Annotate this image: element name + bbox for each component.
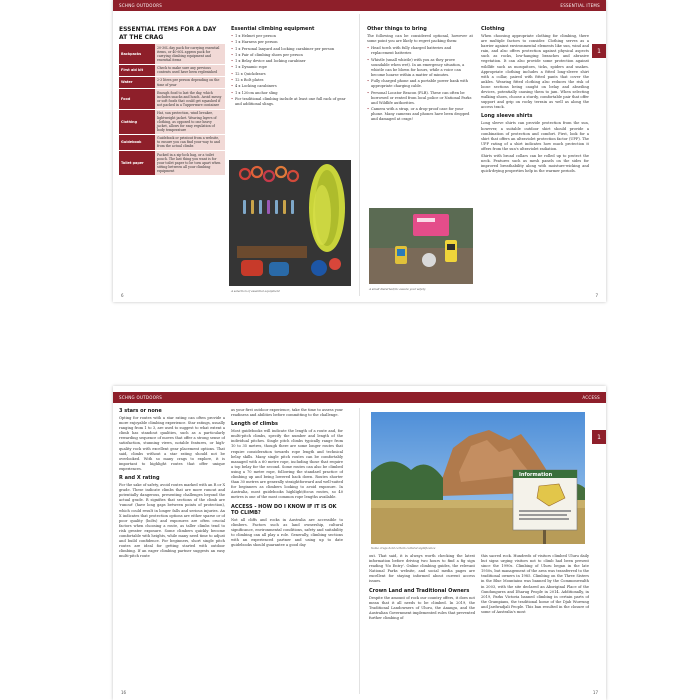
top-page-right: 7 — [595, 293, 598, 298]
crag-item-description: Packed in a zip-lock bag, or a toilet pouch. The last thing you want is for your toilet paper to be torn apart when sitting between all your climbing equipment — [155, 151, 225, 176]
crag-items-table — [119, 44, 225, 176]
equipment-item: • For traditional climbing include at least one full rack of gear and additional slings. — [231, 97, 349, 107]
top-spread — [113, 0, 606, 302]
equipment-photo — [229, 160, 351, 286]
equipment-item: • 1 x Belay device and locking carabiner — [231, 59, 349, 64]
length-title: Length of climbs — [231, 421, 278, 428]
crag-item-row — [119, 151, 225, 176]
top-gutter — [359, 14, 360, 296]
bottom-header-left: SCHNG OUTDOORS — [119, 395, 163, 400]
top-chapter-tab: 1 — [592, 44, 606, 58]
crag-item-description: Check to make sure any previous contents used have been replenished — [155, 64, 225, 76]
long-sleeve-text-1: Long sleeve shirts can provide protection from the sun, however, a suitable outdoor shirt should provide a combination of protection and comfort. First, look for a shirt that offers an ultraviolet protection factor (UPF). The UPF rating of a shirt indicates how much protection it offers from the sun's ultraviolet radiation. — [481, 121, 589, 151]
equipment-item: • 1 x Pair of climbing shoes per person — [231, 53, 349, 58]
other-things-list — [367, 46, 473, 122]
crag-item-row — [119, 89, 225, 110]
uluru-column — [481, 554, 589, 686]
top-header-left: SCHNG OUTDOORS — [119, 3, 163, 8]
equipment-item: • 1 x Personal lanyard and locking carabiner per person — [231, 47, 349, 52]
crag-item-row — [119, 134, 225, 150]
equipment-list — [231, 34, 349, 107]
crag-item-name: Toilet paper — [119, 151, 155, 176]
crag-item-row — [119, 64, 225, 76]
cliff-photo-caption: Some crags hold certain cultural significance — [371, 546, 436, 550]
readiness-text: as your first outdoor experience, take the time to assess your readiness and abilities before committing to the challenge. — [231, 408, 343, 418]
cliff-photo — [371, 412, 585, 544]
bottom-spread — [113, 386, 606, 700]
length-column — [231, 408, 343, 684]
other-thing-item: • Head torch with fully charged batteries and replacement batteries — [367, 46, 473, 56]
crag-item-row — [119, 109, 225, 134]
crag-item-name: Food — [119, 89, 155, 110]
bottom-page-right: 17 — [592, 690, 598, 695]
bottom-header-bar — [113, 392, 606, 403]
crag-item-description: Hat, sun protection, wind breaker, lightweight jacket. Wearing layers of clothing, as opposed to one heavy jacket, allows for easy regulation of body temperature — [155, 109, 225, 134]
safety-items-caption: A small disturbed/in: assure your safety — [369, 287, 426, 291]
crag-item-name: Water — [119, 76, 155, 88]
rx-text: For the sake of safety, avoid routes marked with an R or X grade. These indicate climbs that are more runout and potentially dangerous, presenting challenges beyond the actual grade. R signifies that sections of the climb are 'runout' (have long gaps between points of protection), which could result in longer falls and serious injuries. An X indicates that protection options are either sparse or of poor quality (bolts) and exposures are often crucial factors when choosing a route, as taller climbs tend to risk greater exposure. Some climbers quickly become comfortable with heights, while many need time to adjust and build confidence. For beginners, short single pitch routes are ideal for getting started with outdoor climbing. If an eager climbing partner suggests an easy multi-pitch route — [119, 483, 225, 559]
crag-item-name: First aid kit — [119, 64, 155, 76]
online-guides-text: out. That said, it is always worth checking the latest information before driving two hours to find a fig sign reading 'No Entry'. Online climbing guides, the relevant National Parks website, and social media pages are excellent for staying informed about current access issues. — [369, 554, 475, 584]
bottom-page-left: 16 — [121, 690, 127, 695]
equipment-item: • 1 x 120cm anchor sling — [231, 91, 349, 96]
equipment-item: • 12 x Quickdraws — [231, 72, 349, 77]
crag-item-name: Clothing — [119, 109, 155, 134]
equipment-title: Essential climbing equipment — [231, 26, 315, 32]
clothing-column — [481, 26, 589, 294]
bottom-header-right: ACCESS — [582, 395, 600, 400]
other-things-title: Other things to bring — [367, 26, 427, 32]
equipment-item: • 1 x Helmet per person — [231, 34, 349, 39]
crag-item-row — [119, 76, 225, 88]
crown-title: Crown Land and Traditional Owners — [369, 587, 470, 594]
other-thing-item: • Fully charged phone and a portable power bank with appropriate charging cable. — [367, 79, 473, 89]
crag-item-description: Enough food to last the day, which includes snacks and lunch. Avoid messy or soft foods that could get squashed if not packed in a Tupperware container — [155, 89, 225, 110]
safety-items-photo — [369, 208, 473, 284]
uluru-text: this sacred rock. Hundreds of visitors climbed Uluru daily but signs urging visitors not to climb had been present since the 1990s. Climbing of Uluru began in the late 1950s, but management of the area was transferred to the traditional owners in 1985. Climbing on the Three Sisters in the Blue Mountains was banned by the Commonwealth in 2003, with the site declared an Aboriginal Place of the Gundungurra and Dharug People in 2014. Additionally, in 2019, Parks Victoria banned climbing in certain parts of the Grampians, the traditional home of the Djab Wurrung and Jardwadjali People. This ban resulted in the closure of some of Australia's most — [481, 554, 589, 615]
equipment-item: • 1 x Harness per person — [231, 40, 349, 45]
crown-text: Despite the amount of rock our country offers, it does not mean that it all needs to be climbed. In 2019, the Traditional Landowners of Uluru, the Anangu, and the Australian Government implemented rules that prevented further climbing of — [369, 595, 475, 620]
top-page-left: 6 — [121, 293, 124, 298]
bottom-gutter — [359, 408, 360, 694]
crag-item-name: Backpacks — [119, 44, 155, 64]
crag-items-column — [119, 26, 225, 292]
crag-item-description: Guidebook or printout from a website, to ensure you can find your way to and from the actual climbs — [155, 134, 225, 150]
other-thing-item: • Camera with a strap, or a drop-proof case for your phone. Many cameras and phones have been dropped and damaged at crags! — [367, 107, 473, 122]
crown-column — [369, 554, 475, 686]
clothing-title: Clothing — [481, 26, 505, 32]
access-text: Not all cliffs and rocks in Australia are accessible to climbers. Factors such as land ownership, cultural significance, environmental conditions, safety and suitability to climbing can all play a role. Generally, climbing sections with an experienced partner and using up to date guidebooks should guarantee a good day — [231, 517, 343, 547]
crag-item-name: Guidebook — [119, 134, 155, 150]
equipment-caption: A selection of essential equipment — [231, 289, 280, 293]
crag-items-title: ESSENTIAL ITEMS FOR A DAY AT THE CRAG — [119, 26, 217, 41]
other-things-column — [367, 26, 473, 204]
other-thing-item: • Personal Locator Beacon (PLB). These can often be borrowed or rented from local police or National Parks and Wildlife authorities. — [367, 91, 473, 106]
equipment-item: • 12 x Bolt plates — [231, 78, 349, 83]
length-text: Most guidebooks will indicate the length of a route and, for multi-pitch climbs, specify the number and length of the individual pitches. Single pitch climbs typically range from 10 to 35 metres, though there are some longer routes that require consideration towards rope length and technical belay skills. Many single pitch routes can be comfortably managed with a 60 metre rope, including those that require a top belay for the second. Some routes can also be climbed using a 70 metre rope, following the standard practice of climbing up and being lowered back down. Routes shorter than 30 metres are generally straightforward and well-suited for beginners as climbers looking to avoid exposure. In Australia, most guidebooks highlight/focus routes, so 40 metres is one of the most common rope lengths available. — [231, 429, 343, 500]
equipment-column — [231, 26, 349, 166]
info-sign-title: Information — [519, 472, 553, 478]
bottom-chapter-tab: 1 — [592, 430, 606, 444]
stars-title: 3 stars or none — [119, 408, 162, 414]
long-sleeve-title: Long sleeve shirts — [481, 113, 533, 120]
top-header-right: ESSENTIAL ITEMS — [560, 3, 600, 8]
equipment-item: • 4 x Locking carabiners — [231, 84, 349, 89]
other-thing-item: • Whistle (small whistle) with you as they prove soundable when wet). In an emergency situation, a whistle can be blown for hours, while a voice can become hoarse within a matter of minutes. — [367, 58, 473, 78]
top-header-bar — [113, 0, 606, 11]
other-things-intro: The following can be considered optional, however at some point you are likely to regret packing them: — [367, 34, 473, 44]
equipment-item: • 1 x Dynamic rope — [231, 65, 349, 70]
long-sleeve-text-2: Shirts with broad collars can be rolled up to protect the neck. Features such as mesh panels on the sides for improved breathability along with moisture-wicking and quick-drying properties help in the warmer periods. — [481, 153, 589, 174]
clothing-text: When choosing appropriate clothing for climbing, there are multiple factors to consider. Clothing serves as a barrier against environmental elements like sun, wind and rain, and also offers protection against physical aspects such as rocks, low-hanging branches and abrasive vegetation. It can also provide some protection against wildlife such as mosquitoes, ticks, spiders and snakes. Appropriate clothing includes a fitted long-sleeve shirt with a collar, paired with fitted pants that cover the ankles. Wearing fitted clothing also reduces the risk of loose sections being caught on belay and abseiling devices, potentially causing them to jam. When selecting walking shoes, choose a sturdy, comfortable pair that offer support and grip on rocky terrain as well as along the access track. — [481, 34, 589, 110]
crag-item-row — [119, 44, 225, 64]
crag-item-description: 20-30L day pack for carrying essential items, or 40-60L approx pack for carrying climbing equipment and essential items — [155, 44, 225, 64]
rx-title: R and X rating — [119, 475, 160, 482]
access-title: ACCESS - HOW DO I KNOW IF IT IS OK TO CLIMB? — [231, 503, 337, 516]
stars-column — [119, 408, 225, 684]
stars-text: Opting for routes with a star rating can often provide a more enjoyable climbing experience. Star ratings, usually ranging from 1 to 3, are used to suggest to what extent a climb has standout qualities, such as a particularly rewarding sequence of moves that offer a strong sense of satisfaction, stunning views, notable features, or high-quality rock with excellent gear placement options. That said, climbs without a star rating should not be overlooked. With so many crags to explore, it is important to highlight routes that offer unique experiences. — [119, 416, 225, 471]
crag-item-description: 2-3 litres per person depending on the time of year — [155, 76, 225, 88]
